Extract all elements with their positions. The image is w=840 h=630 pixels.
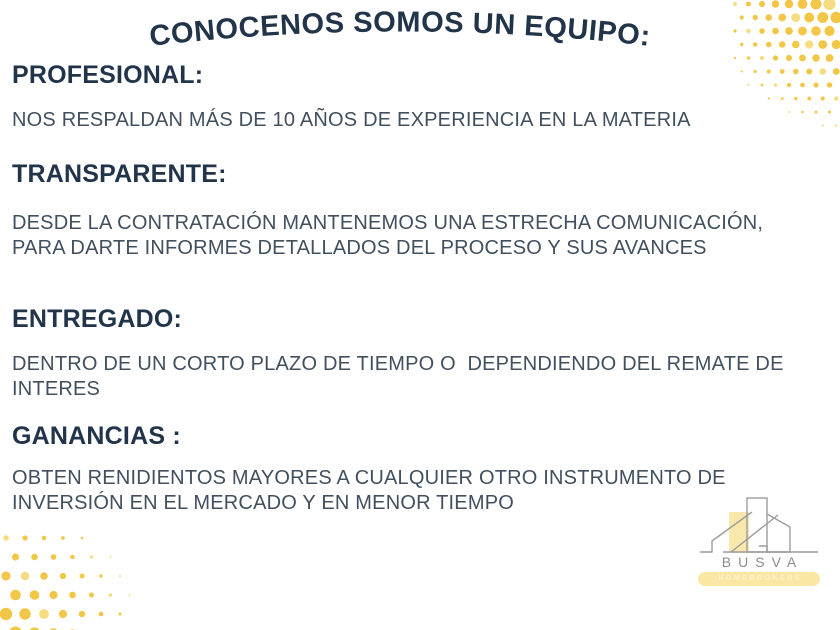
page-title	[0, 0, 840, 60]
section-heading-profesional: PROFESIONAL:	[12, 61, 204, 89]
busva-logo	[693, 492, 825, 592]
logo-wordmark: BUSVA	[721, 554, 804, 570]
section-body-profesional	[12, 108, 691, 133]
section-heading-ganancias: GANANCIAS :	[12, 422, 181, 450]
page-title-text: CONOCENOS SOMOS UN EQUIPO:	[147, 6, 653, 53]
body-line: NOS RESPALDAN MÁS DE 10 AÑOS DE EXPERIENCIA EN LA MATERIA	[12, 109, 691, 131]
section-body-transparente	[12, 211, 763, 261]
logo-tagline-pill: HOMEBROKERS	[698, 572, 820, 586]
body-line: DENTRO DE UN CORTO PLAZO DE TIEMPO O DEPENDIENDO DEL REMATE DE	[12, 353, 784, 375]
house-logo-icon	[693, 492, 825, 556]
body-line: INTERES	[12, 378, 101, 400]
section-body-ganancias	[12, 466, 726, 516]
section-body-entregado	[12, 352, 784, 402]
body-line: INVERSIÓN EN EL MERCADO Y EN MENOR TIEMPO	[12, 492, 514, 514]
body-line: DESDE LA CONTRATACIÓN MANTENEMOS UNA ESTRECHA COMUNICACIÓN,	[12, 212, 764, 234]
section-heading-entregado: ENTREGADO:	[12, 305, 183, 333]
body-line: OBTEN RENIDIENTOS MAYORES A CUALQUIER OTRO INSTRUMENTO DE	[12, 467, 726, 489]
body-line: PARA DARTE INFORMES DETALLADOS DEL PROCESO Y SUS AVANCES	[12, 237, 707, 259]
logo-yellow-square	[729, 512, 749, 553]
section-heading-transparente: TRANSPARENTE:	[12, 160, 227, 188]
halftone-dots-bottom-left	[0, 535, 131, 630]
svg-text:CONOCENOS SOMOS UN EQUIPO:	[148, 6, 652, 52]
